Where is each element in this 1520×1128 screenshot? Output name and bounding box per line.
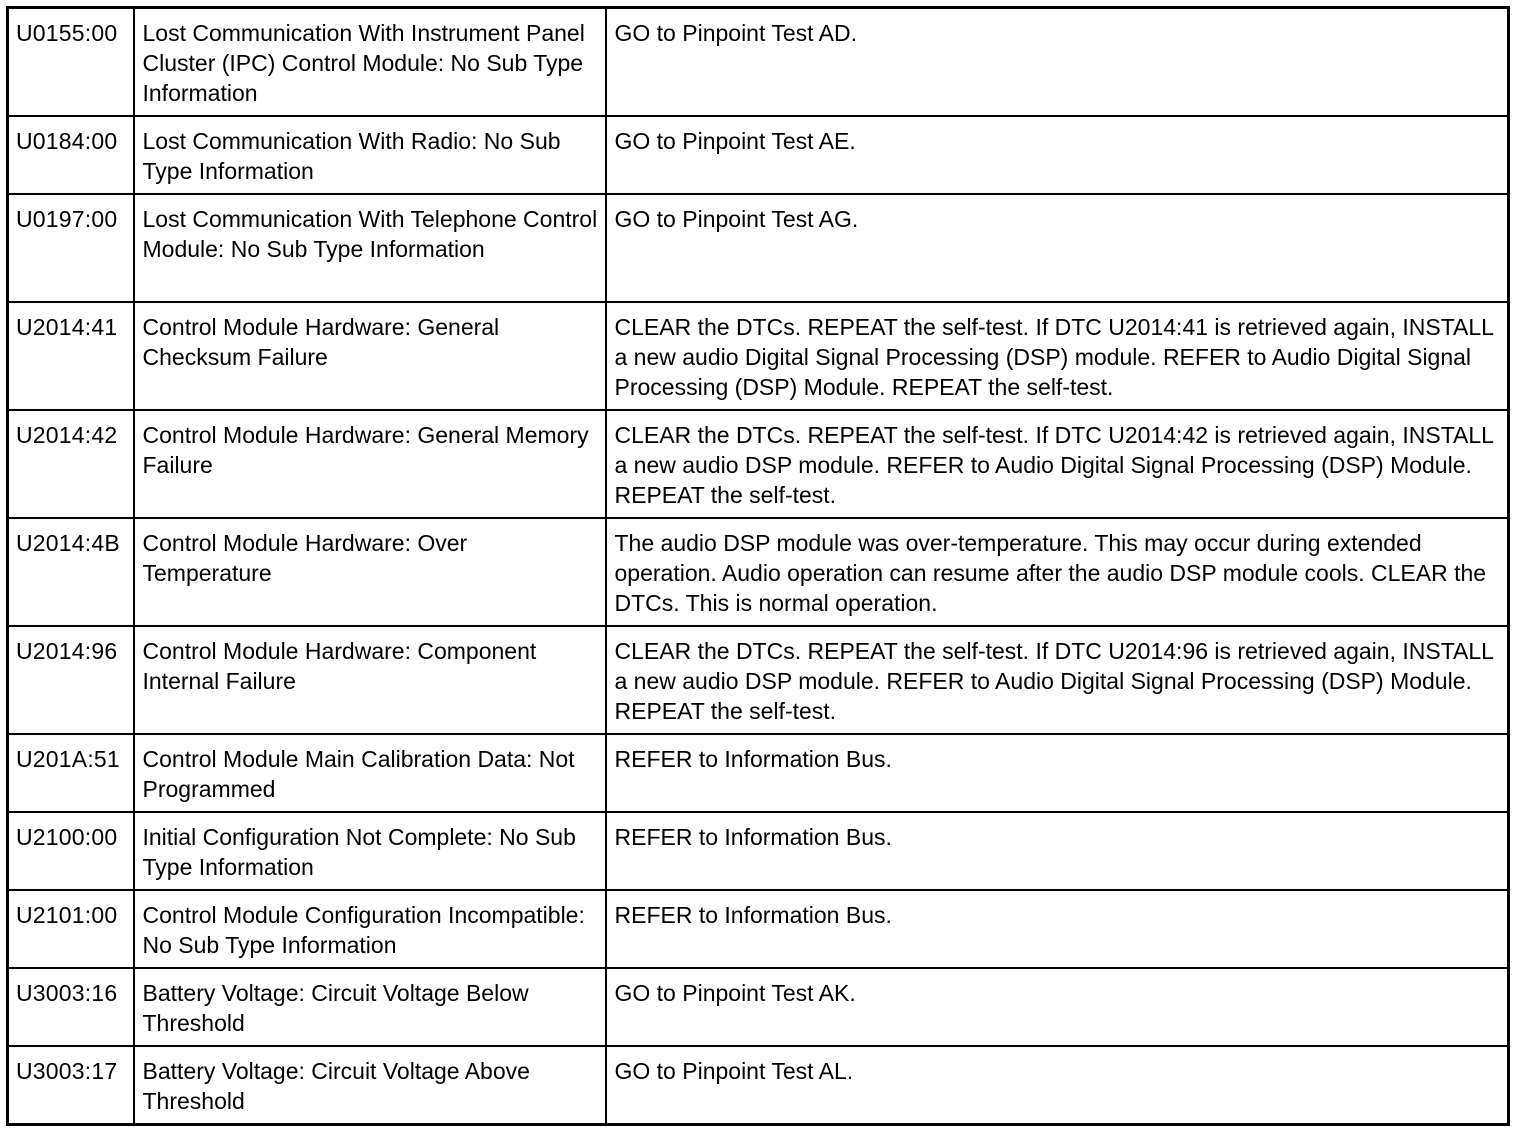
dtc-action: REFER to Information Bus. bbox=[606, 812, 1509, 890]
dtc-description: Battery Voltage: Circuit Voltage Below Threshold bbox=[134, 968, 606, 1046]
dtc-description: Control Module Main Calibration Data: Not Programmed bbox=[134, 734, 606, 812]
dtc-code: U201A:51 bbox=[8, 734, 134, 812]
dtc-code: U2014:41 bbox=[8, 302, 134, 410]
dtc-description: Lost Communication With Instrument Panel Cluster (IPC) Control Module: No Sub Type Information bbox=[134, 8, 606, 117]
dtc-description: Control Module Hardware: General Checksum Failure bbox=[134, 302, 606, 410]
dtc-description: Control Module Hardware: General Memory Failure bbox=[134, 410, 606, 518]
dtc-code: U2014:42 bbox=[8, 410, 134, 518]
dtc-action: GO to Pinpoint Test AK. bbox=[606, 968, 1509, 1046]
dtc-description: Battery Voltage: Circuit Voltage Above Threshold bbox=[134, 1046, 606, 1125]
dtc-action: GO to Pinpoint Test AG. bbox=[606, 194, 1509, 302]
dtc-action: REFER to Information Bus. bbox=[606, 734, 1509, 812]
dtc-code: U0184:00 bbox=[8, 116, 134, 194]
dtc-action: REFER to Information Bus. bbox=[606, 890, 1509, 968]
dtc-code: U0155:00 bbox=[8, 8, 134, 117]
dtc-code: U3003:17 bbox=[8, 1046, 134, 1125]
table-row bbox=[8, 812, 1509, 890]
dtc-description: Control Module Hardware: Component Internal Failure bbox=[134, 626, 606, 734]
dtc-code: U2014:4B bbox=[8, 518, 134, 626]
dtc-description: Lost Communication With Telephone Control Module: No Sub Type Information bbox=[134, 194, 606, 302]
table-row bbox=[8, 968, 1509, 1046]
dtc-code: U3003:16 bbox=[8, 968, 134, 1046]
dtc-action: CLEAR the DTCs. REPEAT the self-test. If DTC U2014:41 is retrieved again, INSTALL a new audio Digital Signal Processing (DSP) module. REFER to Audio Digital Signal Processing (DSP) Module. REPEAT the self-test. bbox=[606, 302, 1509, 410]
table-row bbox=[8, 890, 1509, 968]
dtc-description: Initial Configuration Not Complete: No Sub Type Information bbox=[134, 812, 606, 890]
dtc-code: U2101:00 bbox=[8, 890, 134, 968]
table-row bbox=[8, 518, 1509, 626]
dtc-code: U0197:00 bbox=[8, 194, 134, 302]
table-row bbox=[8, 410, 1509, 518]
dtc-action: CLEAR the DTCs. REPEAT the self-test. If DTC U2014:96 is retrieved again, INSTALL a new audio DSP module. REFER to Audio Digital Signal Processing (DSP) Module. REPEAT the self-test. bbox=[606, 626, 1509, 734]
table-row bbox=[8, 116, 1509, 194]
table-row bbox=[8, 8, 1509, 117]
dtc-code: U2014:96 bbox=[8, 626, 134, 734]
dtc-action: GO to Pinpoint Test AD. bbox=[606, 8, 1509, 117]
dtc-action: CLEAR the DTCs. REPEAT the self-test. If DTC U2014:42 is retrieved again, INSTALL a new audio DSP module. REFER to Audio Digital Signal Processing (DSP) Module. REPEAT the self-test. bbox=[606, 410, 1509, 518]
dtc-table bbox=[6, 6, 1510, 1126]
dtc-description: Control Module Configuration Incompatible: No Sub Type Information bbox=[134, 890, 606, 968]
table-row bbox=[8, 194, 1509, 302]
table-row bbox=[8, 626, 1509, 734]
dtc-action: The audio DSP module was over-temperature. This may occur during extended operation. Audio operation can resume after the audio DSP module cools. CLEAR the DTCs. This is normal operation. bbox=[606, 518, 1509, 626]
dtc-action: GO to Pinpoint Test AE. bbox=[606, 116, 1509, 194]
table-row bbox=[8, 302, 1509, 410]
table-row bbox=[8, 1046, 1509, 1125]
table-row bbox=[8, 734, 1509, 812]
dtc-description: Control Module Hardware: Over Temperature bbox=[134, 518, 606, 626]
dtc-description: Lost Communication With Radio: No Sub Type Information bbox=[134, 116, 606, 194]
dtc-action: GO to Pinpoint Test AL. bbox=[606, 1046, 1509, 1125]
dtc-code: U2100:00 bbox=[8, 812, 134, 890]
